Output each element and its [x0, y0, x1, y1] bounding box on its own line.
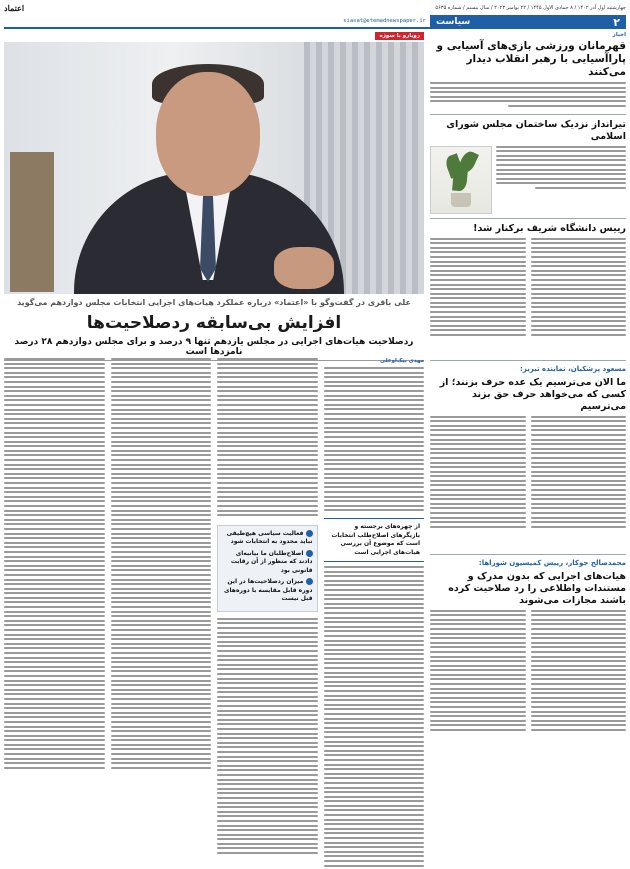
- article-title: قهرمانان ورزشی بازی‌های آسیایی و پاراآسیایی با رهبر انقلاب دیدار می‌کنند: [436, 40, 626, 78]
- column-text: [217, 358, 318, 519]
- article-body: [430, 416, 626, 550]
- highlight-item: اصلاح‌طلبان ما بیانیه‌ای دادند که منظور از آن رقابت قانونی بود: [230, 549, 313, 574]
- divider: [430, 554, 626, 555]
- article-body: [496, 146, 626, 214]
- bullet-icon: [306, 578, 313, 585]
- feature-article: [4, 32, 424, 816]
- pull-quote: از چهره‌های برجسته و بازیگر‌های اصلاح‌طلب انتخابات است که موضوع آن بررسی هیات‌های اجرایی است: [324, 518, 425, 562]
- main-headline: افزایش بی‌سابقه ردصلاحیت‌ها: [86, 313, 342, 333]
- section-header-bar: [4, 15, 626, 29]
- highlight-item: میزان ردصلاحیت‌ها در این دوره قابل مقایسه با دوره‌های قبل نیست: [224, 578, 313, 603]
- page-number: ۲: [613, 15, 620, 29]
- article-columns: [4, 358, 424, 816]
- text-column: [217, 358, 318, 816]
- headline-kicker: علی باقری در گفت‌وگو با «اعتماد» درباره عملکرد هیات‌های اجرایی انتخابات مجلس دوازدهم می‌گوید: [17, 298, 411, 307]
- masthead-line: [4, 2, 626, 14]
- interview-byline: مسعود پزشکیان، نماینده تبریز:: [520, 364, 626, 373]
- bullet-icon: [306, 550, 313, 557]
- divider: [430, 114, 626, 115]
- section-rule: [4, 15, 430, 29]
- interview-byline: محمدصالح جوکار، رییس کمیسیون شوراها:: [478, 558, 626, 567]
- plant-photo: [430, 146, 492, 214]
- highlight-item: فعالیت سیاسی هیچ‌طیفی نباید محدود به انتخابات شود: [226, 529, 313, 546]
- article-body: [430, 610, 626, 760]
- section-label-block: [430, 15, 626, 29]
- article-body: [430, 238, 626, 356]
- column-text: [324, 566, 425, 869]
- highlights-box: [217, 525, 318, 612]
- column-text: [324, 367, 425, 514]
- bullet-icon: [306, 530, 313, 537]
- article-body: [430, 82, 626, 110]
- portrait-photo: [4, 42, 424, 294]
- newspaper-logo: اعتماد: [4, 3, 25, 13]
- divider: [430, 218, 626, 219]
- section-tag: رویارو با سوژه: [375, 32, 424, 40]
- column-text: [217, 618, 318, 857]
- article-title: ما الان می‌ترسیم یک عده حرف بزنند؛ از کسی که می‌خواهد حرف حق بزند می‌ترسیم: [439, 376, 626, 412]
- article-with-photo: [430, 146, 626, 214]
- text-column: [324, 358, 425, 816]
- article-title: رییس دانشگاه شریف برکنار شد!: [473, 222, 626, 234]
- masthead: [435, 5, 626, 11]
- news-kicker: اخبار: [612, 32, 626, 38]
- author-byline: مهدی بیک‌اوغلی: [380, 358, 424, 364]
- column-text: [111, 358, 212, 771]
- text-column: [111, 358, 212, 816]
- text-column: [4, 358, 105, 816]
- news-column: [430, 32, 626, 816]
- article-title: تیرانداز نزدیک ساختمان مجلس شورای اسلامی: [446, 118, 626, 142]
- website-link[interactable]: siasat@etemadnewspaper.ir: [343, 18, 426, 24]
- column-text: [4, 358, 105, 771]
- date-line: چهارشنبه اول آذر ۱۴۰۲ / ۸ جمادی الاول ۱۴۴۵ / ۲۲ نوامبر ۲۰۲۳ / سال بیستم / شماره ۵۶۳۵: [435, 5, 626, 11]
- article-title: هیات‌های اجرایی که بدون مدرک و مستندات واطلاعی را رد صلاحیت کرده باشند مجازات می‌شوند: [448, 570, 626, 606]
- divider: [430, 360, 626, 361]
- section-name: سیاست: [436, 17, 471, 27]
- headline-subtitle: ردصلاحیت هیات‌های اجرایی در مجلس یازدهم تنها ۹ درصد و برای مجلس دوازدهم ۲۸ درصد نامزدها است: [4, 337, 424, 361]
